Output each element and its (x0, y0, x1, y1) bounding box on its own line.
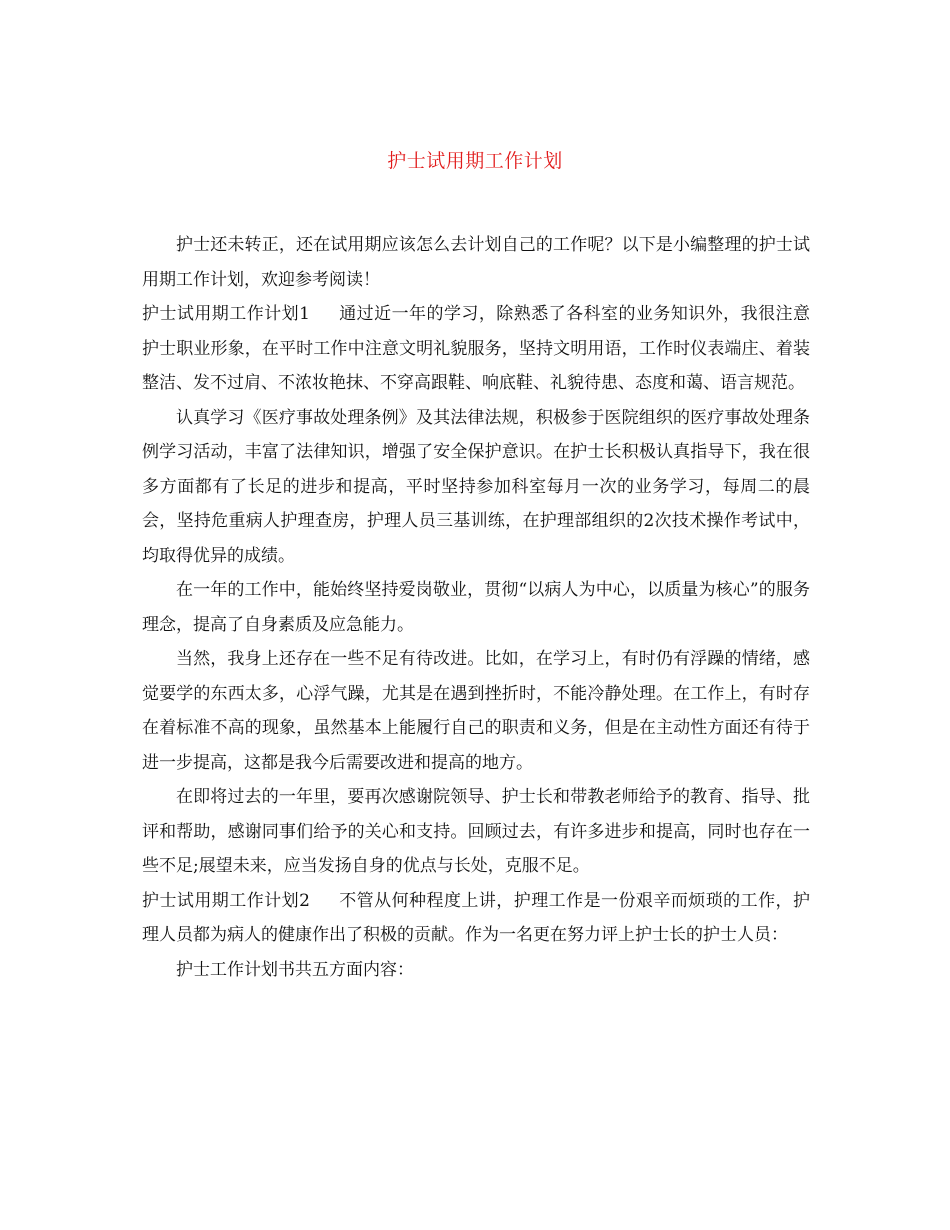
plan2-paragraph (142, 884, 810, 953)
paragraph-study: 认真学习《医疗事故处理条例》及其法律法规，积极参于医院组织的医疗事故处理条例学习活动，丰富了法律知识，增强了安全保护意识。在护士长积极认真指导下，我在很多方面都有了长足的进步和提高，平时坚持参加科室每月一次的业务学习，每周二的晨会，坚持危重病人护理查房，护理人员三基训练，在护理部组织的2次技术操作考试中，均取得优异的成绩。 (142, 407, 810, 566)
plan1-text: 通过近一年的学习，除熟悉了各科室的业务知识外，我很注意护士职业形象，在平时工作中注意文明礼貌服务，坚持文明用语，工作时仪表端庄、着装整洁、发不过肩、不浓妆艳抹、不穿高跟鞋、响底鞋、礼貌待患、态度和蔼、语言规范。 (142, 304, 810, 393)
paragraph-dedication: 在一年的工作中，能始终坚持爱岗敬业，贯彻“以病人为中心，以质量为核心”的服务理念，提高了自身素质及应急能力。 (142, 580, 810, 635)
paragraph-shortcomings: 当然，我身上还存在一些不足有待改进。比如，在学习上，有时仍有浮躁的情绪，感觉要学的东西太多，心浮气躁，尤其是在遇到挫折时，不能冷静处理。在工作上，有时存在着标准不高的现象，虽然基本上能履行自己的职责和义务，但是在主动性方面还有待于进一步提高，这都是我今后需要改进和提高的地方。 (142, 649, 810, 773)
plan1-paragraph (142, 297, 810, 401)
paragraph-contents: 护士工作计划书共五方面内容： (176, 959, 414, 980)
paragraph-thanks: 在即将过去的一年里，要再次感谢院领导、护士长和带教老师给予的教育、指导、批评和帮助，感谢同事们给予的关心和支持。回顾过去，有许多进步和提高，同时也存在一些不足;展望未来，应当发扬自身的优点与长处，克服不足。 (142, 787, 810, 876)
plan2-heading: 护士试用期工作计划2 (142, 890, 310, 911)
plan1-heading: 护士试用期工作计划1 (142, 304, 310, 324)
intro-paragraph: 护士还未转正，还在试用期应该怎么去计划自己的工作呢？以下是小编整理的护士试用期工作计划，欢迎参考阅读！ (142, 235, 810, 290)
document-body (142, 228, 810, 987)
plan2-text: 不管从何种程度上讲，护理工作是一份艰辛而烦琐的工作，护理人员都为病人的健康作出了积极的贡献。作为一名更在努力评上护士长的护士人员： (142, 890, 810, 945)
document-title: 护士试用期工作计划 (387, 150, 563, 172)
